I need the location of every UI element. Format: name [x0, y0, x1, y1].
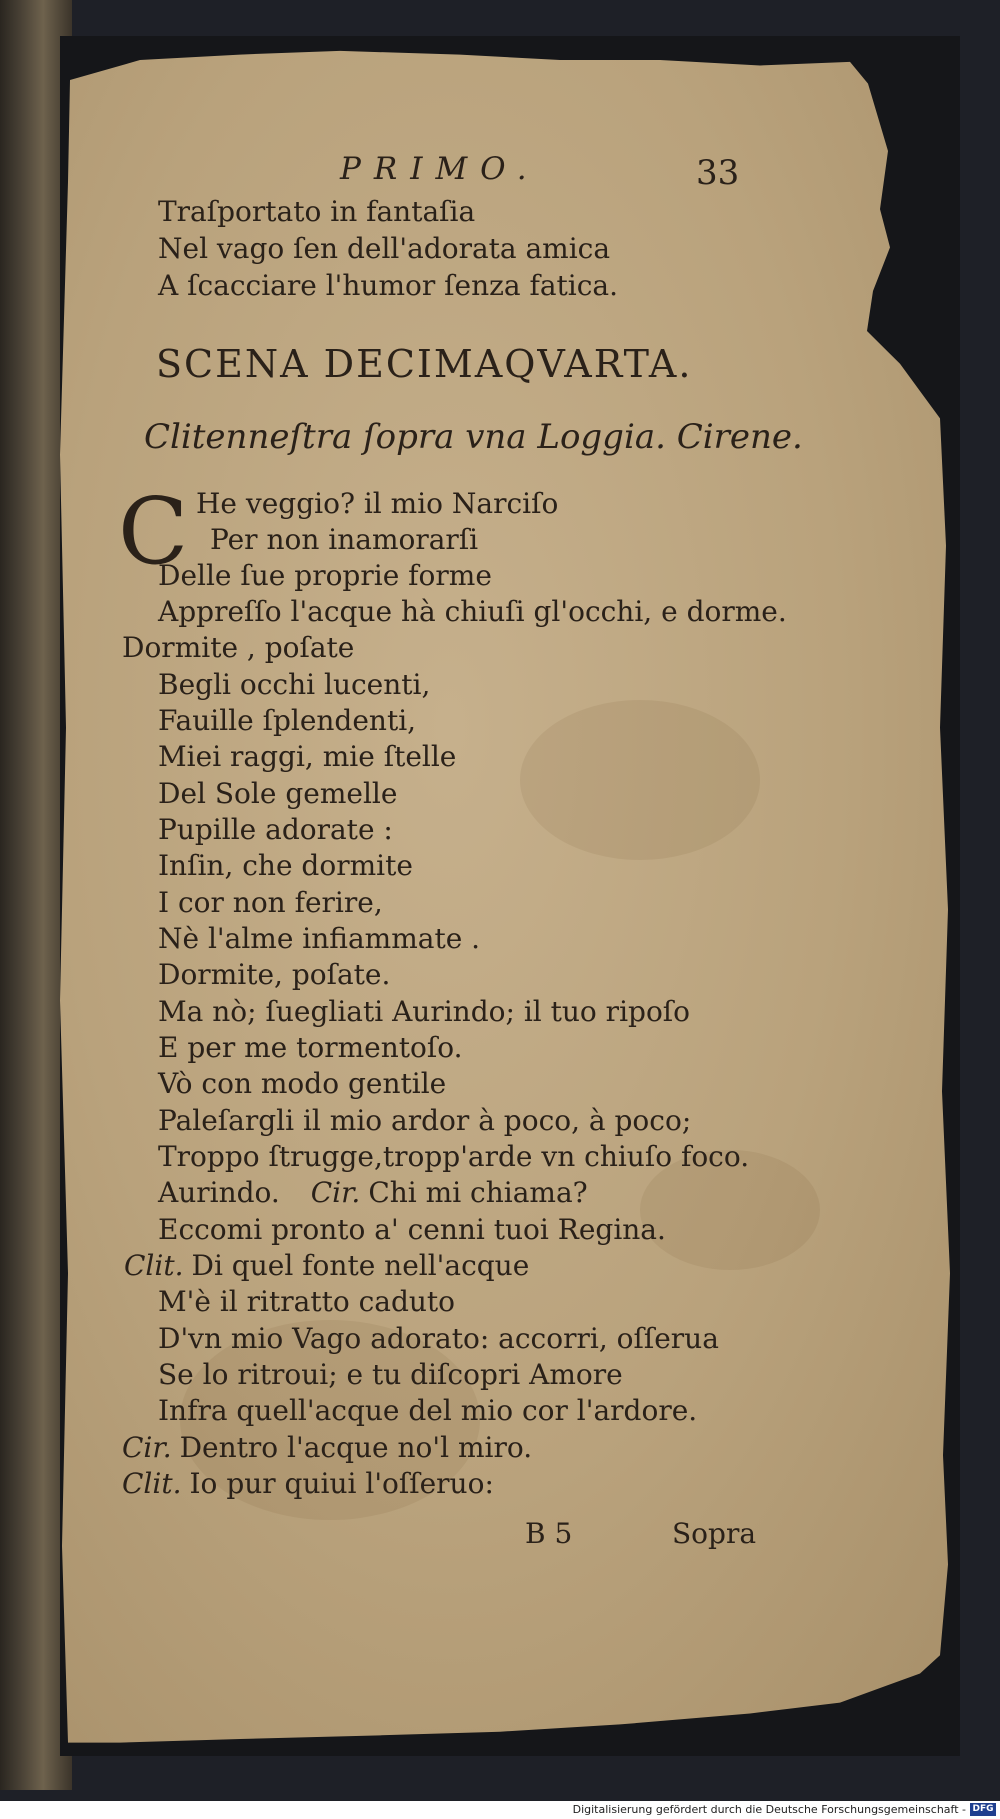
speaker-label: Clit.: [122, 1467, 182, 1500]
verse-line: Per non inamorarſi: [210, 523, 479, 556]
verse-line: Pupille adorate :: [158, 813, 393, 846]
verse-line: Miei raggi, mie ſtelle: [158, 740, 457, 773]
verse-line: Se lo ritroui; e tu diſcopri Amore: [158, 1358, 623, 1391]
verse-line: Dormite, poſate.: [158, 958, 391, 991]
verse-line: E per me tormentoſo.: [158, 1031, 463, 1064]
verse-line: Troppo ſtrugge,tropp'arde vn chiuſo foco.: [158, 1140, 750, 1173]
scene-characters: Clitenneſtra ſopra vna Loggia. Cirene.: [144, 417, 803, 457]
verse-line: Nel vago ſen dell'adorata amica: [158, 232, 611, 265]
verse-line: Ma nò; ſuegliati Aurindo; il tuo ripoſo: [158, 995, 691, 1028]
verse-line: A ſcacciare l'humor ſenza fatica.: [158, 269, 618, 302]
speaker-label: Cir.: [310, 1176, 361, 1209]
verse-line: Traſportato in fantaſia: [158, 195, 476, 228]
speech-line: [122, 1431, 533, 1464]
drop-cap: C: [118, 478, 189, 585]
paper-stain: [520, 700, 760, 860]
speech-line: [122, 1467, 494, 1500]
verse-line: Begli occhi lucenti,: [158, 668, 431, 701]
verse-line: Appreſſo l'acque hà chiuſi gl'occhi, e dorme.: [158, 595, 787, 628]
speaker-label: Cir.: [122, 1431, 172, 1464]
verse-line: Vò con modo gentile: [158, 1067, 447, 1100]
dfg-logo: DFG: [970, 1803, 996, 1816]
signature-mark: B 5: [525, 1517, 573, 1550]
verse-line: Paleſargli il mio ardor à poco, à poco;: [158, 1104, 692, 1137]
verse-text: Di quel fonte nell'acque: [191, 1249, 530, 1282]
running-head: PRIMO.: [340, 151, 540, 187]
verse-line: Nè l'alme infiammate .: [158, 922, 481, 955]
verse-line: I cor non ferire,: [158, 886, 383, 919]
verse-line: M'è il ritratto caduto: [158, 1285, 456, 1318]
verse-line: Delle ſue proprie forme: [158, 559, 492, 592]
verse-line: Inſin, che dormite: [158, 849, 413, 882]
verse-text: Dentro l'acque no'l miro.: [179, 1431, 533, 1464]
verse-text: Chi mi chiama?: [368, 1176, 588, 1209]
verse-line: Del Sole gemelle: [158, 777, 398, 810]
speaker-label: Clit.: [124, 1249, 184, 1282]
footer-bar: [0, 1801, 1000, 1819]
verse-line: D'vn mio Vago adorato: accorri, oſſerua: [158, 1322, 719, 1355]
verse-line: Infra quell'acque del mio cor l'ardore.: [158, 1394, 698, 1427]
verse-text: Io pur quiui l'oſſeruo:: [189, 1467, 494, 1500]
catchword: Sopra: [672, 1517, 757, 1550]
verse-line: He veggio? il mio Narciſo: [196, 487, 559, 520]
verse-line: Dormite , poſate: [122, 631, 355, 664]
footer-credit: Digitalisierung gefördert durch die Deutsche Forschungsgemeinschaft -: [572, 1803, 966, 1816]
verse-line: Eccomi pronto a' cenni tuoi Regina.: [158, 1213, 666, 1246]
speech-line: [124, 1249, 530, 1282]
verse-line: Fauille ſplendenti,: [158, 704, 417, 737]
verse-text: Aurindo.: [158, 1176, 280, 1209]
scene-title: SCENA DECIMAQVARTA.: [156, 342, 693, 386]
verse-line-shared: [158, 1176, 588, 1209]
page-number: 33: [696, 153, 740, 193]
